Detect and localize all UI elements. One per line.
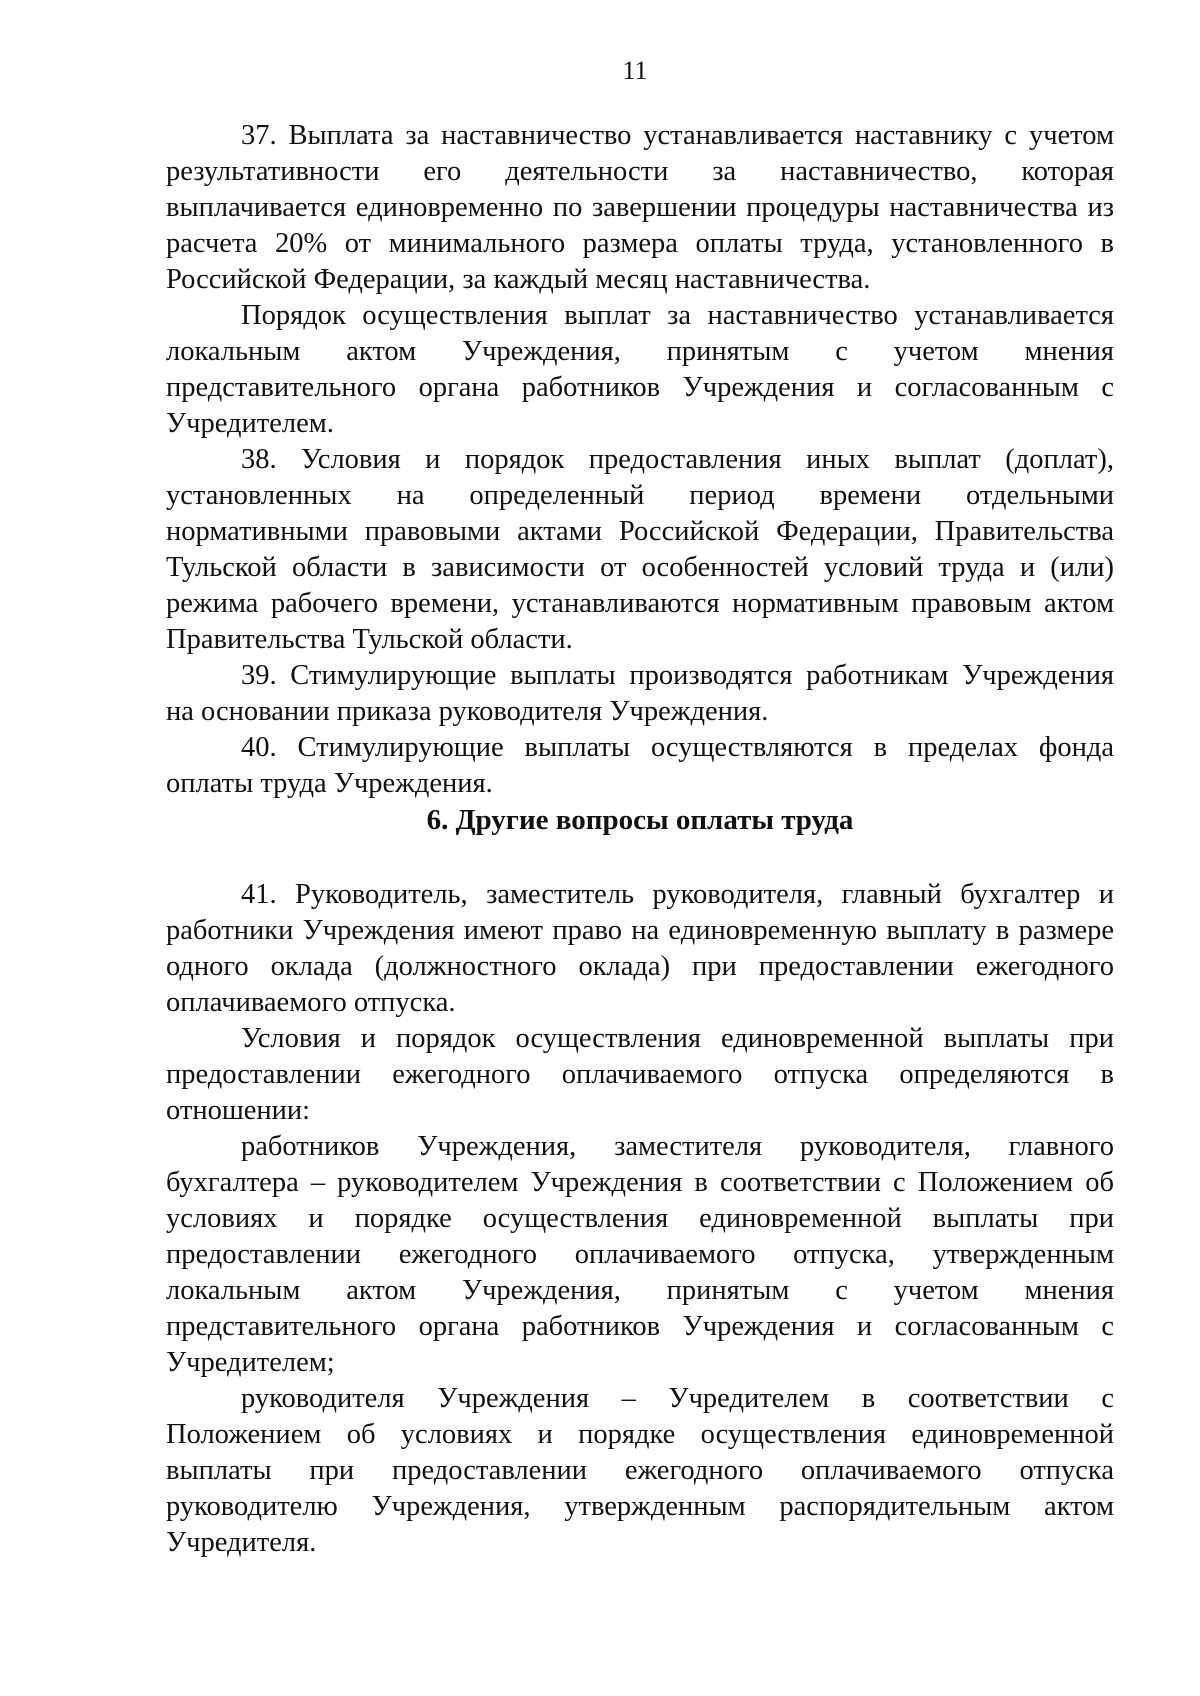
paragraph-38: 38. Условия и порядок предоставления иных выплат (доплат), установленных на определенный период времени отдельными нормативными правовыми актами Российской Федерации, Правительства Тульской области в зависимости от особенностей условий труда и (или) режима рабочего времени, устанавливаются нормативным правовым актом Правительства Тульской области. (166, 444, 1114, 655)
paragraph-39: 39. Стимулирующие выплаты производятся работникам Учреждения на основании приказа руководителя Учреждения. (166, 660, 1114, 727)
paragraph-employees: работников Учреждения, заместителя руководителя, главного бухгалтера – руководителем Учреждения в соответствии с Положением об условиях и порядке осуществления единовременной выплаты при предоставлении ежегодного оплачиваемого отпуска, утвержденным локальным актом Учреждения, принятым с учетом мнения представительного органа работников Учреждения и согласованным с Учредителем; (166, 1131, 1114, 1378)
paragraph-37: 37. Выплата за наставничество устанавливается наставнику с учетом результативности его деятельности за наставничество, которая выплачивается единовременно по завершении процедуры наставничества из расчета 20% от минимального размера оплаты труда, установленного в Российской Федерации, за каждый месяц наставничества. (166, 120, 1114, 295)
section-heading: 6. Другие вопросы оплаты труда (426, 804, 854, 836)
paragraph-conditions: Условия и порядок осуществления единовременной выплаты при предоставлении ежегодного оплачиваемого отпуска определяются в отношении: (166, 1023, 1114, 1126)
paragraph-mentorship-procedure: Порядок осуществления выплат за наставничество устанавливается локальным актом Учреждения, принятым с учетом мнения представительного органа работников Учреждения и согласованным с Учредителем. (166, 300, 1114, 439)
page-number: 11 (622, 56, 648, 85)
paragraph-41: 41. Руководитель, заместитель руководителя, главный бухгалтер и работники Учреждения имеют право на единовременную выплату в размере одного оклада (должностного оклада) при предоставлении ежегодного оплачиваемого отпуска. (166, 879, 1114, 1018)
paragraph-40: 40. Стимулирующие выплаты осуществляются в пределах фонда оплаты труда Учреждения. (166, 732, 1114, 799)
paragraph-director: руководителя Учреждения – Учредителем в соответствии с Положением об условиях и порядке осуществления единовременной выплаты при предоставлении ежегодного оплачиваемого отпуска руководителю Учреждения, утвержденным распорядительным актом Учредителя. (166, 1383, 1114, 1558)
text-block-top (166, 118, 1114, 802)
text-block-bottom (166, 877, 1114, 1561)
